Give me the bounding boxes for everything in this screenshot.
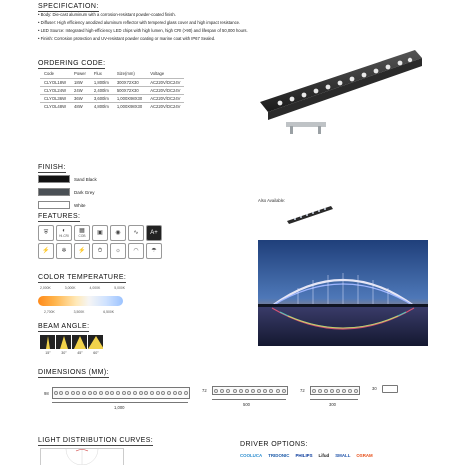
color-temp-bottom-labels xyxy=(44,310,114,314)
application-photo xyxy=(258,240,428,346)
spec-line: • Diffuser: High efficiency anodized aluminum reflector with tempered glass cover and high impact resistance. xyxy=(38,20,241,25)
beam-45-icon xyxy=(72,335,87,349)
dim-medium-line xyxy=(212,399,286,400)
product-image xyxy=(250,40,425,140)
dimension-drawing-500 xyxy=(212,386,288,395)
finish-label: White xyxy=(74,202,86,208)
cob-chip-icon: ▦ COB xyxy=(74,225,90,241)
cct-label: 5,000K xyxy=(114,286,125,290)
color-temp-top-labels xyxy=(40,286,125,290)
dim-short-length: 300 xyxy=(329,402,336,407)
features-row-2 xyxy=(38,243,164,259)
driver-options-heading: DRIVER OPTIONS: xyxy=(240,441,308,448)
light-distribution-curve xyxy=(40,448,124,465)
light-distribution-heading: LIGHT DISTRIBUTION CURVES: xyxy=(38,437,154,444)
table-header-row xyxy=(40,71,184,79)
surge-protection-icon: ⚡ xyxy=(38,243,54,259)
brand-logo-cooluca: COOLUCA xyxy=(240,453,263,458)
dim-short-height: 72 xyxy=(300,388,305,393)
spec-line: • Body: Die-cast aluminum with a corrosion-resistant powder-coated finish. xyxy=(38,12,176,17)
column-header: Voltage xyxy=(150,71,165,76)
driver-brand-list xyxy=(240,453,379,458)
dimensions-heading: DIMENSIONS (MM): xyxy=(38,369,109,376)
color-temperature-heading: COLOR TEMPERATURE: xyxy=(38,274,127,281)
certified-icon: A+ xyxy=(146,225,162,241)
brand-logo-philips: PHILIPS xyxy=(295,453,313,458)
table-cell: 3,600lm xyxy=(90,95,113,103)
beam-15-icon xyxy=(40,335,55,349)
table-cell: AC220V/DC24V xyxy=(146,103,184,111)
beam-angle-labels xyxy=(40,351,104,355)
shield-icon: ⛨ xyxy=(38,225,54,241)
table-row xyxy=(40,103,184,111)
table-cell: 36W xyxy=(70,95,90,103)
ordering-table xyxy=(40,71,184,110)
beam-label: 15° xyxy=(45,351,51,355)
spec-line: • LED Source: Integrated high-efficiency LED chips with high lumen, high CRI (>90) and lifespan of 50,000 hours. xyxy=(38,28,248,33)
finish-option xyxy=(38,188,97,196)
column-header: Size(mm) xyxy=(116,71,135,76)
wide-voltage-icon: ⚡ xyxy=(74,243,90,259)
column-header: Flux xyxy=(93,71,102,76)
features-row-1 xyxy=(38,225,164,241)
specification-list xyxy=(38,11,338,43)
dim-depth: 30 xyxy=(372,386,377,391)
dim-medium-height: 72 xyxy=(202,388,207,393)
driver-icon: ▣ xyxy=(92,225,108,241)
cct-label: 4,000K xyxy=(89,286,101,290)
table-cell: 24W xyxy=(70,87,90,95)
finish-option xyxy=(38,201,97,209)
table-cell: 300X72X30 xyxy=(113,79,146,87)
table-row xyxy=(40,95,184,103)
table-cell: 1,800lm xyxy=(90,79,113,87)
beam-angle-heading: BEAM ANGLE: xyxy=(38,323,90,330)
table-cell: CLYOL48W xyxy=(40,103,70,111)
hi-cri-icon: ◐ HI-CRI xyxy=(56,225,72,241)
finish-label: Sand Black xyxy=(74,176,97,182)
table-cell: 48W xyxy=(70,103,90,111)
cct-label: 2,000K xyxy=(40,286,51,290)
table-cell: AC220V/DC24V xyxy=(146,79,184,87)
table-cell: AC220V/DC24V xyxy=(146,95,184,103)
also-available-label: Also Available: xyxy=(258,198,286,203)
table-cell: CLYOL18W xyxy=(40,79,70,87)
dimension-drawing-1000 xyxy=(52,387,190,399)
table-cell: 18W xyxy=(70,79,90,87)
specification-heading: SPECIFICATION: xyxy=(38,3,99,10)
dim-medium-length: 500 xyxy=(243,402,250,407)
dimension-drawing-profile xyxy=(382,385,398,393)
alt-product-image xyxy=(285,203,335,225)
dim-long-length: 1,000 xyxy=(114,405,125,410)
brand-logo-osram: OSRAM xyxy=(356,453,373,458)
column-header: Power xyxy=(74,71,86,76)
finish-heading: FINISH: xyxy=(38,164,66,171)
column-header: Code xyxy=(44,71,55,76)
swatch-dark-grey xyxy=(38,188,70,196)
swatch-sand-black xyxy=(38,175,70,183)
table-cell: 1,000X98X30 xyxy=(113,95,146,103)
brand-logo-tridonic: TRIDONIC xyxy=(268,453,290,458)
table-cell: CLYOL36W xyxy=(40,95,70,103)
beam-angle-icon: ◠ xyxy=(128,243,144,259)
finish-label: Dark Grey xyxy=(74,189,95,195)
table-cell: 500X72X30 xyxy=(113,87,146,95)
dim-short-line xyxy=(310,399,358,400)
beam-label: 30° xyxy=(61,351,67,355)
beam-label: 60° xyxy=(93,351,99,355)
table-cell: 4,800lm xyxy=(90,103,113,111)
dimension-drawing-300 xyxy=(310,386,360,395)
brand-logo-small: SMALL xyxy=(335,453,351,458)
dim-long-height: 98 xyxy=(44,391,49,396)
table-cell: CLYOL24W xyxy=(40,87,70,95)
eye-icon: ◉ xyxy=(110,225,126,241)
dim-long-line xyxy=(52,402,188,403)
table-cell: 1,000X98X30 xyxy=(113,103,146,111)
swatch-white xyxy=(38,201,70,209)
finish-list xyxy=(38,175,97,214)
table-cell: 2,400lm xyxy=(90,87,113,95)
beam-60-icon xyxy=(88,335,103,349)
dimmable-icon: ☼ xyxy=(110,243,126,259)
color-temperature-bar xyxy=(38,296,123,306)
spec-line: • Finish: Corrosion protection and UV-resistant powder coating or marine coat with IP67 Sealed. xyxy=(38,36,216,41)
cct-label: 6,500K xyxy=(103,310,114,314)
ordering-code-heading: ORDERING CODE: xyxy=(38,60,106,67)
cold-resistant-icon: ❄ xyxy=(56,243,72,259)
features-heading: FEATURES: xyxy=(38,213,81,220)
cct-label: 2,700K xyxy=(44,310,55,314)
table-row xyxy=(40,87,184,95)
cct-label: 3,500K xyxy=(73,310,85,314)
flicker-free-icon: ∿ xyxy=(128,225,144,241)
beam-label: 45° xyxy=(77,351,83,355)
cct-label: 3,000K xyxy=(64,286,76,290)
table-cell: AC220V/DC24V xyxy=(146,87,184,95)
lifespan-icon: ⏱ xyxy=(92,243,108,259)
brand-logo-lifud: Lifud xyxy=(318,453,330,458)
ip67-icon: ☂ xyxy=(146,243,162,259)
table-row xyxy=(40,79,184,87)
beam-30-icon xyxy=(56,335,71,349)
finish-option xyxy=(38,175,97,183)
